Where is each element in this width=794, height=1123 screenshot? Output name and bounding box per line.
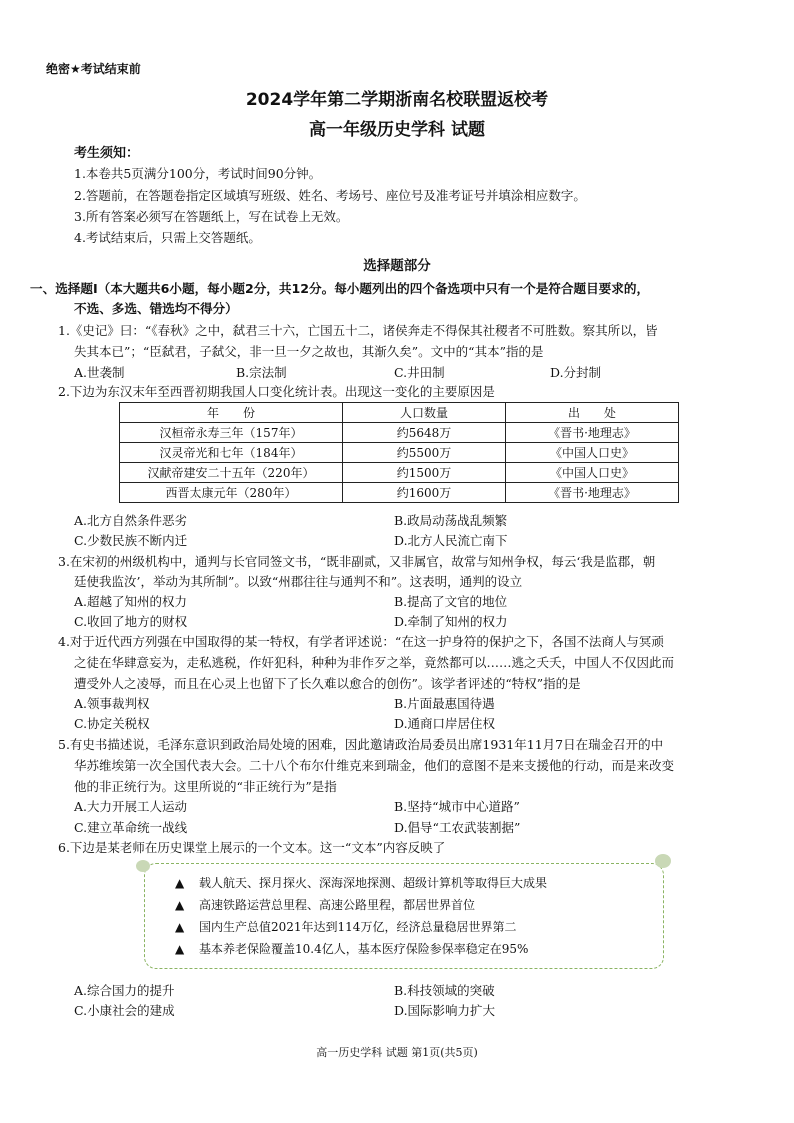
- population-table: [119, 402, 679, 503]
- table-header-row: [120, 403, 679, 423]
- q6-option-d[interactable]: D.国际影响力扩大: [394, 1003, 496, 1018]
- table-cell: 《中国人口史》: [506, 463, 679, 483]
- table-header: 人口数量: [343, 403, 506, 423]
- q2-option-b[interactable]: B.政局动荡战乱频繁: [394, 513, 508, 528]
- q6-stem: 6.下边是某老师在历史课堂上展示的一个文本。这一“文本”内容反映了: [58, 840, 446, 855]
- table-cell: 汉灵帝光和七年（184年）: [120, 443, 343, 463]
- cloud-decoration-icon: [655, 854, 671, 868]
- table-cell: 西晋太康元年（280年）: [120, 483, 343, 503]
- triangle-bullet-icon: ▲: [175, 942, 185, 956]
- q5-stem-line: 5.有史书描述说，毛泽东意识到政治局处境的困难，因此邀请政治局委员出席1931年11月7日在瑞金召开的中: [58, 737, 664, 752]
- table-cell: 《中国人口史》: [506, 443, 679, 463]
- table-cell: 约5500万: [343, 443, 506, 463]
- q6-option-b[interactable]: B.科技领域的突破: [394, 983, 495, 998]
- notice-item: 2.答题前，在答题卷指定区域填写班级、姓名、考场号、座位号及准考证号并填涂相应数字。: [74, 188, 586, 203]
- q2-option-d[interactable]: D.北方人民流亡南下: [394, 533, 508, 548]
- q3-option-c[interactable]: C.收回了地方的财权: [74, 614, 188, 629]
- table-header: 出 处: [506, 403, 679, 423]
- q4-stem-line: 之徒在华肆意妄为，走私逃税，作奸犯科，种种为非作歹之举，竟然都可以……逃之夭夭，中国人不仅因此而: [74, 655, 675, 670]
- q1-option-b[interactable]: B.宗法制: [236, 365, 287, 380]
- text-box-line: ▲ 基本养老保险覆盖10.4亿人，基本医疗保险参保率稳定在95%: [175, 939, 528, 959]
- section-heading-line1: 一、选择题Ⅰ（本大题共6小题，每小题2分，共12分。每小题列出的四个备选项中只有一个是符合题目要求的，: [30, 281, 650, 296]
- table-cell: 约1600万: [343, 483, 506, 503]
- q5-option-a[interactable]: A.大力开展工人运动: [74, 799, 188, 814]
- table-cell: 约5648万: [343, 423, 506, 443]
- table-cell: 《晋书·地理志》: [506, 483, 679, 503]
- notice-item: 1.本卷共5页满分100分，考试时间90分钟。: [74, 166, 322, 181]
- table-row: [120, 423, 679, 443]
- notice-heading: 考生须知：: [74, 146, 140, 161]
- q3-option-a[interactable]: A.超越了知州的权力: [74, 594, 188, 609]
- table-cell: 汉桓帝永寿三年（157年）: [120, 423, 343, 443]
- table-cell: 汉献帝建安二十五年（220年）: [120, 463, 343, 483]
- triangle-bullet-icon: ▲: [175, 920, 185, 934]
- table-cell: 约1500万: [343, 463, 506, 483]
- q5-option-d[interactable]: D.倡导“工农武装割据”: [394, 820, 521, 835]
- exam-subtitle: 高一年级历史学科 试题: [309, 120, 485, 140]
- table-row: [120, 443, 679, 463]
- secret-mark: 绝密★考试结束前: [46, 62, 141, 76]
- q2-option-c[interactable]: C.少数民族不断内迁: [74, 533, 188, 548]
- table-cell: 《晋书·地理志》: [506, 423, 679, 443]
- text-box: [144, 863, 664, 969]
- q1-stem-line: 失其本已”；“臣弑君，子弑父，非一旦一夕之故也，其渐久矣”。文中的“其本”指的是: [74, 344, 544, 359]
- text-box-line: ▲ 高速铁路运营总里程、高速公路里程，都居世界首位: [175, 895, 475, 915]
- exam-title: 2024学年第二学期浙南名校联盟返校考: [245, 90, 549, 110]
- q6-option-a[interactable]: A.综合国力的提升: [74, 983, 175, 998]
- q2-option-a[interactable]: A.北方自然条件恶劣: [74, 513, 188, 528]
- q4-option-d[interactable]: D.通商口岸居住权: [394, 716, 496, 731]
- section-title: 选择题部分: [363, 258, 431, 274]
- q4-option-c[interactable]: C.协定关税权: [74, 716, 150, 731]
- q3-stem-line: 3.在宋初的州级机构中，通判与长官同签文书，“既非副贰，又非属官，故常与知州争权，每云‘我是监郡，朝: [58, 554, 656, 569]
- q3-stem-line: 廷使我监汝’，举动为其所制”。以致“州郡往往与通判不和”。这表明，通判的设立: [74, 574, 523, 589]
- q5-stem-line: 他的非正统行为。这里所说的“非正统行为”是指: [74, 779, 337, 794]
- q3-option-d[interactable]: D.牵制了知州的权力: [394, 614, 508, 629]
- triangle-bullet-icon: ▲: [175, 876, 185, 890]
- q3-option-b[interactable]: B.提高了文官的地位: [394, 594, 508, 609]
- q6-option-c[interactable]: C.小康社会的建成: [74, 1003, 175, 1018]
- text-box-line: ▲ 国内生产总值2021年达到114万亿，经济总量稳居世界第二: [175, 917, 516, 937]
- table-header: 年 份: [120, 403, 343, 423]
- notice-item: 4.考试结束后，只需上交答题纸。: [74, 230, 261, 245]
- q1-option-a[interactable]: A.世袭制: [74, 365, 125, 380]
- text-box-line: ▲ 载人航天、探月探火、深海深地探测、超级计算机等取得巨大成果: [175, 873, 547, 893]
- q4-stem-line: 4.对于近代西方列强在中国取得的某一特权，有学者评述说：“在这一护身符的保护之下，各国不法商人与冥顽: [58, 634, 664, 649]
- q2-stem: 2.下边为东汉末年至西晋初期我国人口变化统计表。出现这一变化的主要原因是: [58, 384, 495, 399]
- q1-stem-line: 1.《史记》曰：“《春秋》之中，弑君三十六，亡国五十二，诸侯奔走不得保其社稷者不可胜数。察其所以，皆: [58, 323, 658, 338]
- page-footer: 高一历史学科 试题 第1页(共5页): [316, 1046, 478, 1059]
- q5-stem-line: 华苏维埃第一次全国代表大会。二十八个布尔什维克来到瑞金，他们的意图不是来支援他的行动，而是来改变: [74, 758, 675, 773]
- notice-item: 3.所有答案必须写在答题纸上，写在试卷上无效。: [74, 209, 349, 224]
- q4-stem-line: 遭受外人之凌辱，而且在心灵上也留下了长久难以愈合的创伤”。该学者评述的“特权”指的是: [74, 676, 581, 691]
- triangle-bullet-icon: ▲: [175, 898, 185, 912]
- cloud-decoration-icon: [136, 860, 150, 872]
- q1-option-d[interactable]: D.分封制: [550, 365, 602, 380]
- q1-option-c[interactable]: C.井田制: [394, 365, 445, 380]
- q4-option-b[interactable]: B.片面最惠国待遇: [394, 696, 495, 711]
- section-heading-line2: 不选、多选、错选均不得分）: [74, 301, 238, 316]
- q5-option-b[interactable]: B.坚持“城市中心道路”: [394, 799, 520, 814]
- table-row: [120, 483, 679, 503]
- q5-option-c[interactable]: C.建立革命统一战线: [74, 820, 188, 835]
- table-row: [120, 463, 679, 483]
- q4-option-a[interactable]: A.领事裁判权: [74, 696, 150, 711]
